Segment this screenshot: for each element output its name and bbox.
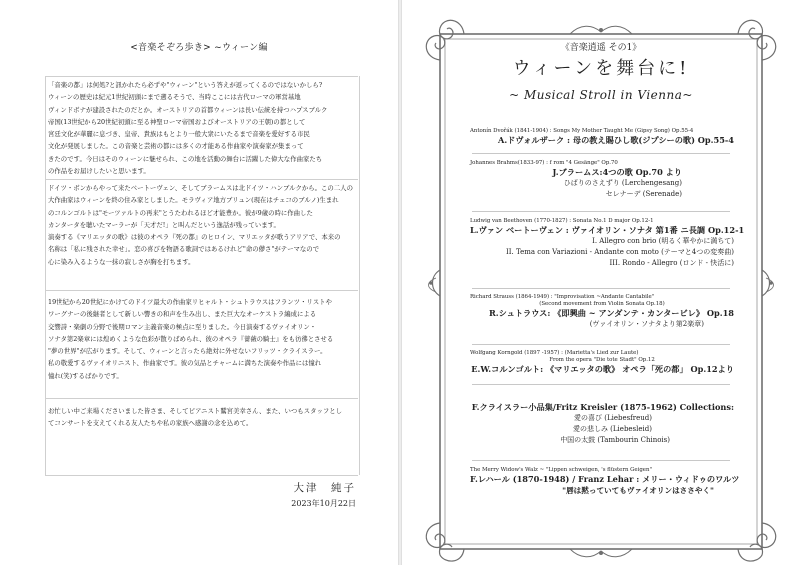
essay-line: てコンサートを支えてくれる友人たちや私の家族へ感謝の念を込めて。 xyxy=(48,419,253,428)
program-work: E.W.コルンゴルト: 《マリエッタの歌》 オペラ「死の都」 Op.12より xyxy=(471,364,734,374)
program-entry xyxy=(470,160,734,200)
essay-line: 大作曲家はウィーンを終の住み家としました。モラヴィア地方ブリュン(現在はチェコのブルノ)生まれ xyxy=(48,196,339,205)
divider xyxy=(472,211,730,212)
program-title: ウィーンを舞台に! xyxy=(512,58,690,79)
program-item: III. Rondo - Allegro (ロンド - 快活に) xyxy=(609,259,734,267)
essay-line: 宮廷文化が華麗に息づき、皇帝、貴族はもとより一般大衆にいたるまで音楽を愛好する市民 xyxy=(48,130,310,139)
divider xyxy=(45,398,358,399)
program-entry xyxy=(470,350,734,375)
essay-line: 心に染み入るような一抹の寂しさが胸を打ちます。 xyxy=(48,257,195,266)
essay-line: 交響詩・楽劇の分野で後期ロマン主義音楽の極点に至りました。今日演奏するヴァイオリン・ xyxy=(48,322,317,331)
program-item: "唇は黙っていてもヴァイオリンはささやく" xyxy=(562,486,714,495)
divider xyxy=(472,344,730,345)
divider xyxy=(472,460,730,461)
signature xyxy=(291,480,356,509)
right-page xyxy=(402,0,800,565)
composer-note: The Merry Widow's Walz ~ "Lippen schweigen, 's flüstern Geigen" xyxy=(470,467,652,473)
left-page xyxy=(0,0,398,565)
program-work: F.クライスラー小品集/Fritz Kreisler (1875-1962) Collections: xyxy=(471,402,734,412)
program-item: (ヴァイオリン・ソナタより第2楽章) xyxy=(589,320,704,328)
composer-note: Ludwig van Beethoven (1770-1827) : Sonata No.1 D major Op.12-1 xyxy=(470,218,654,224)
program-entry xyxy=(470,402,734,446)
program-item: II. Tema con Variazioni - Andante con moto (テーマと4つの変奏曲) xyxy=(506,248,734,256)
essay-line: ソナタ第2楽章には煌めくような色彩が散りばめられ、彼のオペラ『薔薇の騎士』をも彷彿とさせる xyxy=(48,334,334,343)
divider xyxy=(472,153,730,154)
program-item: 中国の太鼓 (Tambourin Chinois) xyxy=(560,436,670,444)
program-work: F.レハール (1870-1948) / Franz Lehar : メリー・ウィドゥのワルツ xyxy=(470,474,740,484)
essay-line: 演奏する《マリエッタの歌》は彼のオペラ『死の都』のヒロイン、マリエッタが歌うアリアで、本来の xyxy=(48,233,341,242)
divider xyxy=(472,384,730,385)
divider xyxy=(45,179,358,180)
program-subtitle: 《音楽逍遥 その1》 xyxy=(560,43,642,53)
essay-line: ヴィンドボナが建設されたのだとか。オーストリアの首都ウィーンは長い伝統を持つハプスブルク xyxy=(48,105,328,114)
divider xyxy=(45,475,358,476)
divider xyxy=(472,288,730,289)
essay-line: ドイツ・ボンからやって来たベートーヴェン、そしてブラームスは北ドイツ・ハンブルクから。この二人の xyxy=(48,184,353,192)
essay-line: 私の敬愛するヴァイオリニスト、作曲家です。彼の気品とチャームに満ちた演奏や作品には憧れ xyxy=(48,359,322,368)
essay-line: ウィーンの歴史は紀元1世紀初頭にまで遡るそうで、当時ここには古代ローマの軍営基地 xyxy=(48,93,301,102)
composer-note: Richard Strauss (1864-1949) : "Improvisation ~Andante Cantabile" xyxy=(470,294,655,300)
essay-paragraph xyxy=(48,405,358,430)
essay-line: きたのです。今日はそのウィーンに魅せられ、この地を活動の舞台に活躍した偉大な作曲家たち xyxy=(48,154,323,163)
program-english-title: ~ Musical Stroll in Vienna~ xyxy=(509,88,693,102)
program-work: R.シュトラウス: 《即興曲 ~ アンダンテ・カンタービレ》 Op.18 xyxy=(488,308,734,318)
essay-line: カンタータを聴いたマーラーが「天才だ!」と叫んだという逸話が残っています。 xyxy=(48,220,280,229)
composer-note: From the opera "Die tote Stadt" Op.12 xyxy=(549,357,655,363)
essay-line: 「音楽の都」は何処?と訊かれたら必ずや"ウィーン"という答えが返ってくるのではないかしら? xyxy=(48,81,323,89)
program-item: 愛の悲しみ (Liebesleid) xyxy=(572,425,652,433)
composer-note: Johannes Brahms(1833-97) : f rom "4 Gesänge" Op.70 xyxy=(470,160,618,166)
program-work: L.ヴァン ベートーヴェン : ヴァイオリン・ソナタ 第1番 ニ長調 Op.12-1 xyxy=(470,225,745,235)
essay-line: "夢の世界"が広がります。そして、ウィーンと言ったら絶対に外せないフリッツ・クライスラー。 xyxy=(48,347,327,356)
essay-line: ワーグナーの後継者として新しい響きの和声を生み出し、また巨大なオーケストラ編成による xyxy=(48,310,317,319)
divider xyxy=(45,76,358,77)
essay-line: 名称は「私に残された幸せ」。恋の喜びを物語る歌詞ではあるけれど"命の儚さ"がテーマなので xyxy=(48,245,320,254)
program-item: I. Allegro con brio (明るく華やかに満ちて) xyxy=(592,237,734,245)
signature-name: 大津 純子 xyxy=(293,482,356,494)
essay-paragraph xyxy=(48,296,358,382)
program-work: A.ドヴォルザーク : 母の教え賜ひし歌(ジプシーの歌) Op.55-4 xyxy=(497,135,734,145)
composer-note: (Second movement from Violin Sonata Op.18) xyxy=(539,301,665,307)
essay-line: の作品をお届けしたいと思います。 xyxy=(48,167,150,176)
essay-line: 憧れ(笑)するばかりです。 xyxy=(48,371,123,380)
essay-line: お忙しい中ご来場くださいました皆さま、そしてピアニスト鷲宮美幸さん、また、いつもスタッフとし xyxy=(48,407,343,415)
essay-title: <音楽そぞろ歩き> ~ウィーン編 xyxy=(130,43,268,53)
essay-line: のコルンゴルトは"モーツァルトの再来"とうたわれるほど才能豊か。彼が9歳の時に作曲した xyxy=(48,208,313,217)
program-item: 愛の喜び (Liebesfreud) xyxy=(573,414,652,422)
essay-paragraph xyxy=(48,79,358,177)
program-entry xyxy=(470,128,734,146)
program-entry xyxy=(470,467,740,496)
program-item: セレナーデ (Serenade) xyxy=(605,190,682,198)
essay-paragraph xyxy=(48,182,358,268)
signature-date: 2023年10月22日 xyxy=(291,499,356,508)
program-entry xyxy=(470,218,745,269)
program-work: J.ブラームス:4つの歌 Op.70 より xyxy=(552,167,682,177)
composer-note: Antonín Dvořák (1841-1904) : Songs My Mother Taught Me (Gipsy Song) Op.55-4 xyxy=(470,128,694,134)
essay-line: 19世紀から20世紀にかけてのドイツ最大の作曲家リヒャルト・シュトラウスはフランツ・リストや xyxy=(48,298,332,306)
essay-line: 文化が発展しました。この音楽と芸術の都には多くの才能ある作曲家や演奏家が集まって xyxy=(48,142,304,151)
composer-note: Wolfgang Korngold (1897 -1957) : (Marietta's Lied zur Laute) xyxy=(470,350,639,356)
divider xyxy=(45,290,358,291)
program-entry xyxy=(470,294,734,330)
essay-line: 帝国(13世紀から20世紀初頭に至る神聖ローマ帝国およびオーストリアの王朝)の都として xyxy=(48,117,306,126)
program-item: ひばりのさえずり (Lerchengesang) xyxy=(563,179,682,187)
